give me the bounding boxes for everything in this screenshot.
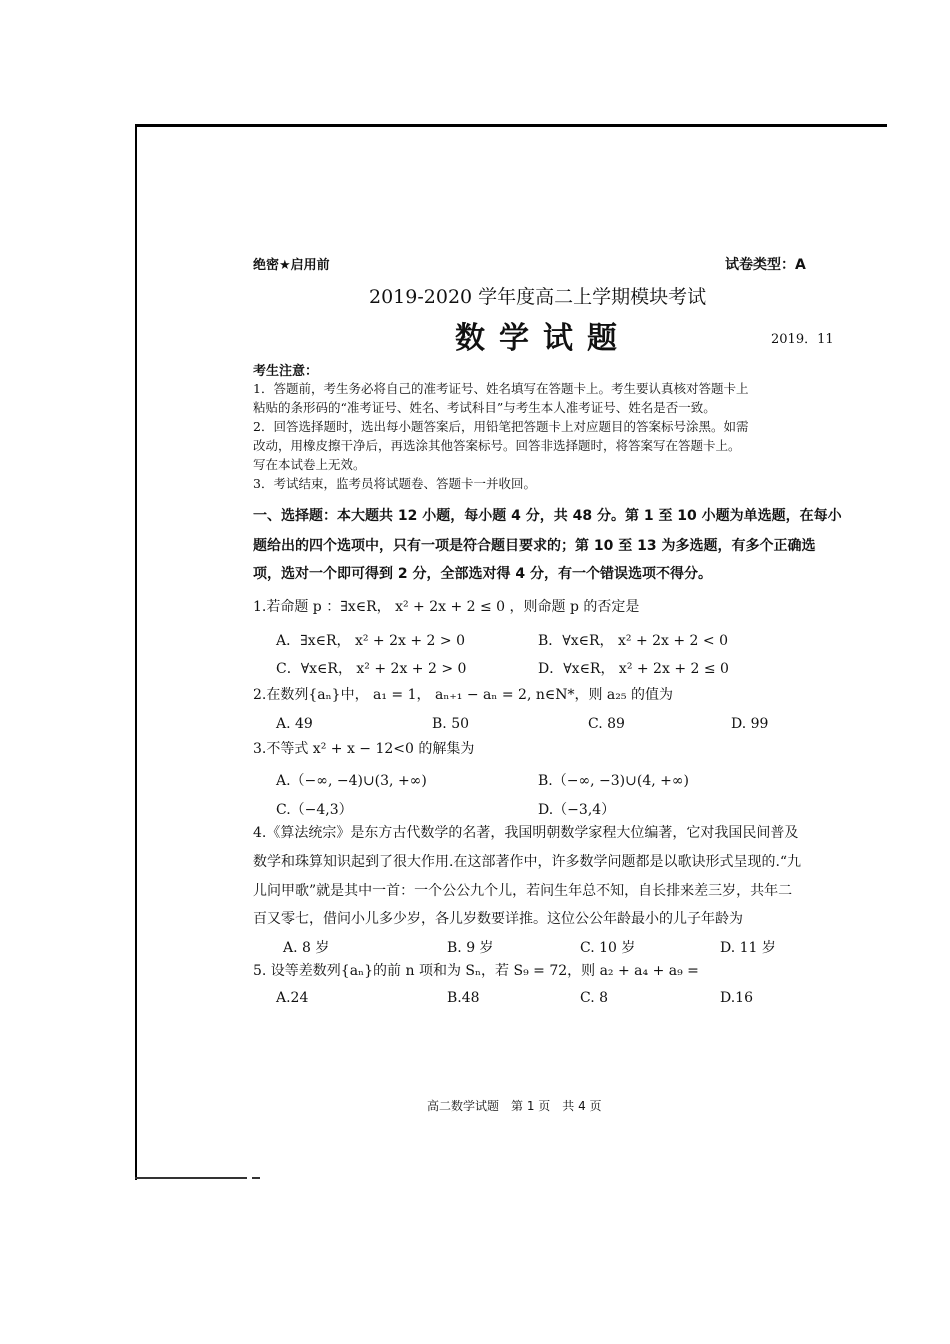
section-intro-line: 一、选择题：本大题共 12 小题，每小题 4 分，共 48 分。第 1 至 10 小题为单选题，在每小 <box>253 508 842 524</box>
question-4-line: 4.《算法统宗》是东方古代数学的名著，我国明朝数学家程大位编著，它对我国民间普及 <box>253 825 799 841</box>
question-4-line: 数学和珠算知识起到了很大作用.在这部著作中，许多数学问题都是以歌诀形式呈现的.“九 <box>253 854 802 870</box>
question-2-option-b: B. 50 <box>432 716 470 732</box>
question-4-option-a: A. 8 岁 <box>283 940 330 956</box>
notice-line: 2．回答选择题时，选出每小题答案后，用铅笔把答题卡上对应题目的答案标号涂黑。如需 <box>253 419 749 434</box>
paper-type: 试卷类型：A <box>725 257 806 273</box>
page-footer: 高二数学试题 第 1 页 共 4 页 <box>427 1099 602 1113</box>
question-2-option-d: D. 99 <box>731 716 769 732</box>
scan-border-dash <box>252 1177 260 1179</box>
notice-line: 1．答题前，考生务必将自己的准考证号、姓名填写在答题卡上。考生要认真核对答题卡上 <box>253 381 749 396</box>
question-1-stem: 1.若命题 p ：∃x∈R， x² + 2x + 2 ≤ 0 ，则命题 p 的否定是 <box>253 599 640 615</box>
question-3-option-a: A.（−∞, −4)∪(3, +∞) <box>276 773 427 789</box>
question-5-option-a: A.24 <box>276 990 309 1006</box>
section-intro-line: 项，选对一个即可得到 2 分，全部选对得 4 分，有一个错误选项不得分。 <box>253 566 712 582</box>
question-2-option-c: C. 89 <box>588 716 625 732</box>
scan-border-top <box>135 124 887 127</box>
question-2-option-a: A. 49 <box>276 716 313 732</box>
question-3-option-c: C.（−4,3） <box>276 802 353 818</box>
question-4-option-c: C. 10 岁 <box>580 940 636 956</box>
exam-date: 2019．11 <box>771 332 834 347</box>
notice-line: 写在本试卷上无效。 <box>253 457 366 472</box>
question-1-option-c: C．∀x∈R， x² + 2x + 2 > 0 <box>276 661 467 677</box>
question-5-option-d: D.16 <box>720 990 753 1006</box>
question-4-option-b: B. 9 岁 <box>447 940 494 956</box>
exam-title: 2019-2020 学年度高二上学期模块考试 <box>369 286 707 308</box>
secret-label: 绝密★启用前 <box>253 258 330 273</box>
question-3-option-b: B.（−∞, −3)∪(4, +∞) <box>538 773 689 789</box>
section-intro-line: 题给出的四个选项中，只有一项是符合题目要求的；第 10 至 13 为多选题，有多个正确选 <box>253 538 816 554</box>
question-3-stem: 3.不等式 x² + x − 12<0 的解集为 <box>253 741 475 757</box>
scan-border-left <box>135 124 137 1180</box>
notice-line: 改动，用橡皮擦干净后，再选涂其他答案标号。回答非选择题时，将答案写在答题卡上。 <box>253 438 741 453</box>
question-1-option-b: B．∀x∈R， x² + 2x + 2 < 0 <box>538 633 729 649</box>
question-4-line: 百又零七，借问小儿多少岁，各儿岁数要详推。这位公公年龄最小的儿子年龄为 <box>253 911 743 927</box>
scan-border-bottom <box>135 1177 247 1179</box>
question-3-option-d: D.（−3,4） <box>538 802 616 818</box>
question-2-stem: 2.在数列{aₙ}中， a₁ = 1， aₙ₊₁ − aₙ = 2, n∈N*，则 a₂₅ 的值为 <box>253 687 673 703</box>
subject-title: 数学试题 <box>455 321 631 356</box>
question-1-option-d: D．∀x∈R， x² + 2x + 2 ≤ 0 <box>538 661 729 677</box>
question-5-stem: 5. 设等差数列{aₙ}的前 n 项和为 Sₙ，若 S₉ = 72，则 a₂ + a₄ + a₉ = <box>253 963 699 979</box>
question-4-line: 儿问甲歌”就是其中一首：一个公公九个儿，若问生年总不知，自长排来差三岁，共年二 <box>253 883 793 899</box>
question-4-option-d: D. 11 岁 <box>720 940 776 956</box>
notice-heading: 考生注意： <box>253 364 319 379</box>
notice-line: 3．考试结束，监考员将试题卷、答题卡一并收回。 <box>253 476 536 491</box>
question-1-option-a: A．∃x∈R， x² + 2x + 2 > 0 <box>276 633 465 649</box>
notice-line: 粘贴的条形码的“准考证号、姓名、考试科目”与考生本人准考证号、姓名是否一致。 <box>253 400 716 415</box>
question-5-option-b: B.48 <box>447 990 480 1006</box>
question-5-option-c: C. 8 <box>580 990 609 1006</box>
